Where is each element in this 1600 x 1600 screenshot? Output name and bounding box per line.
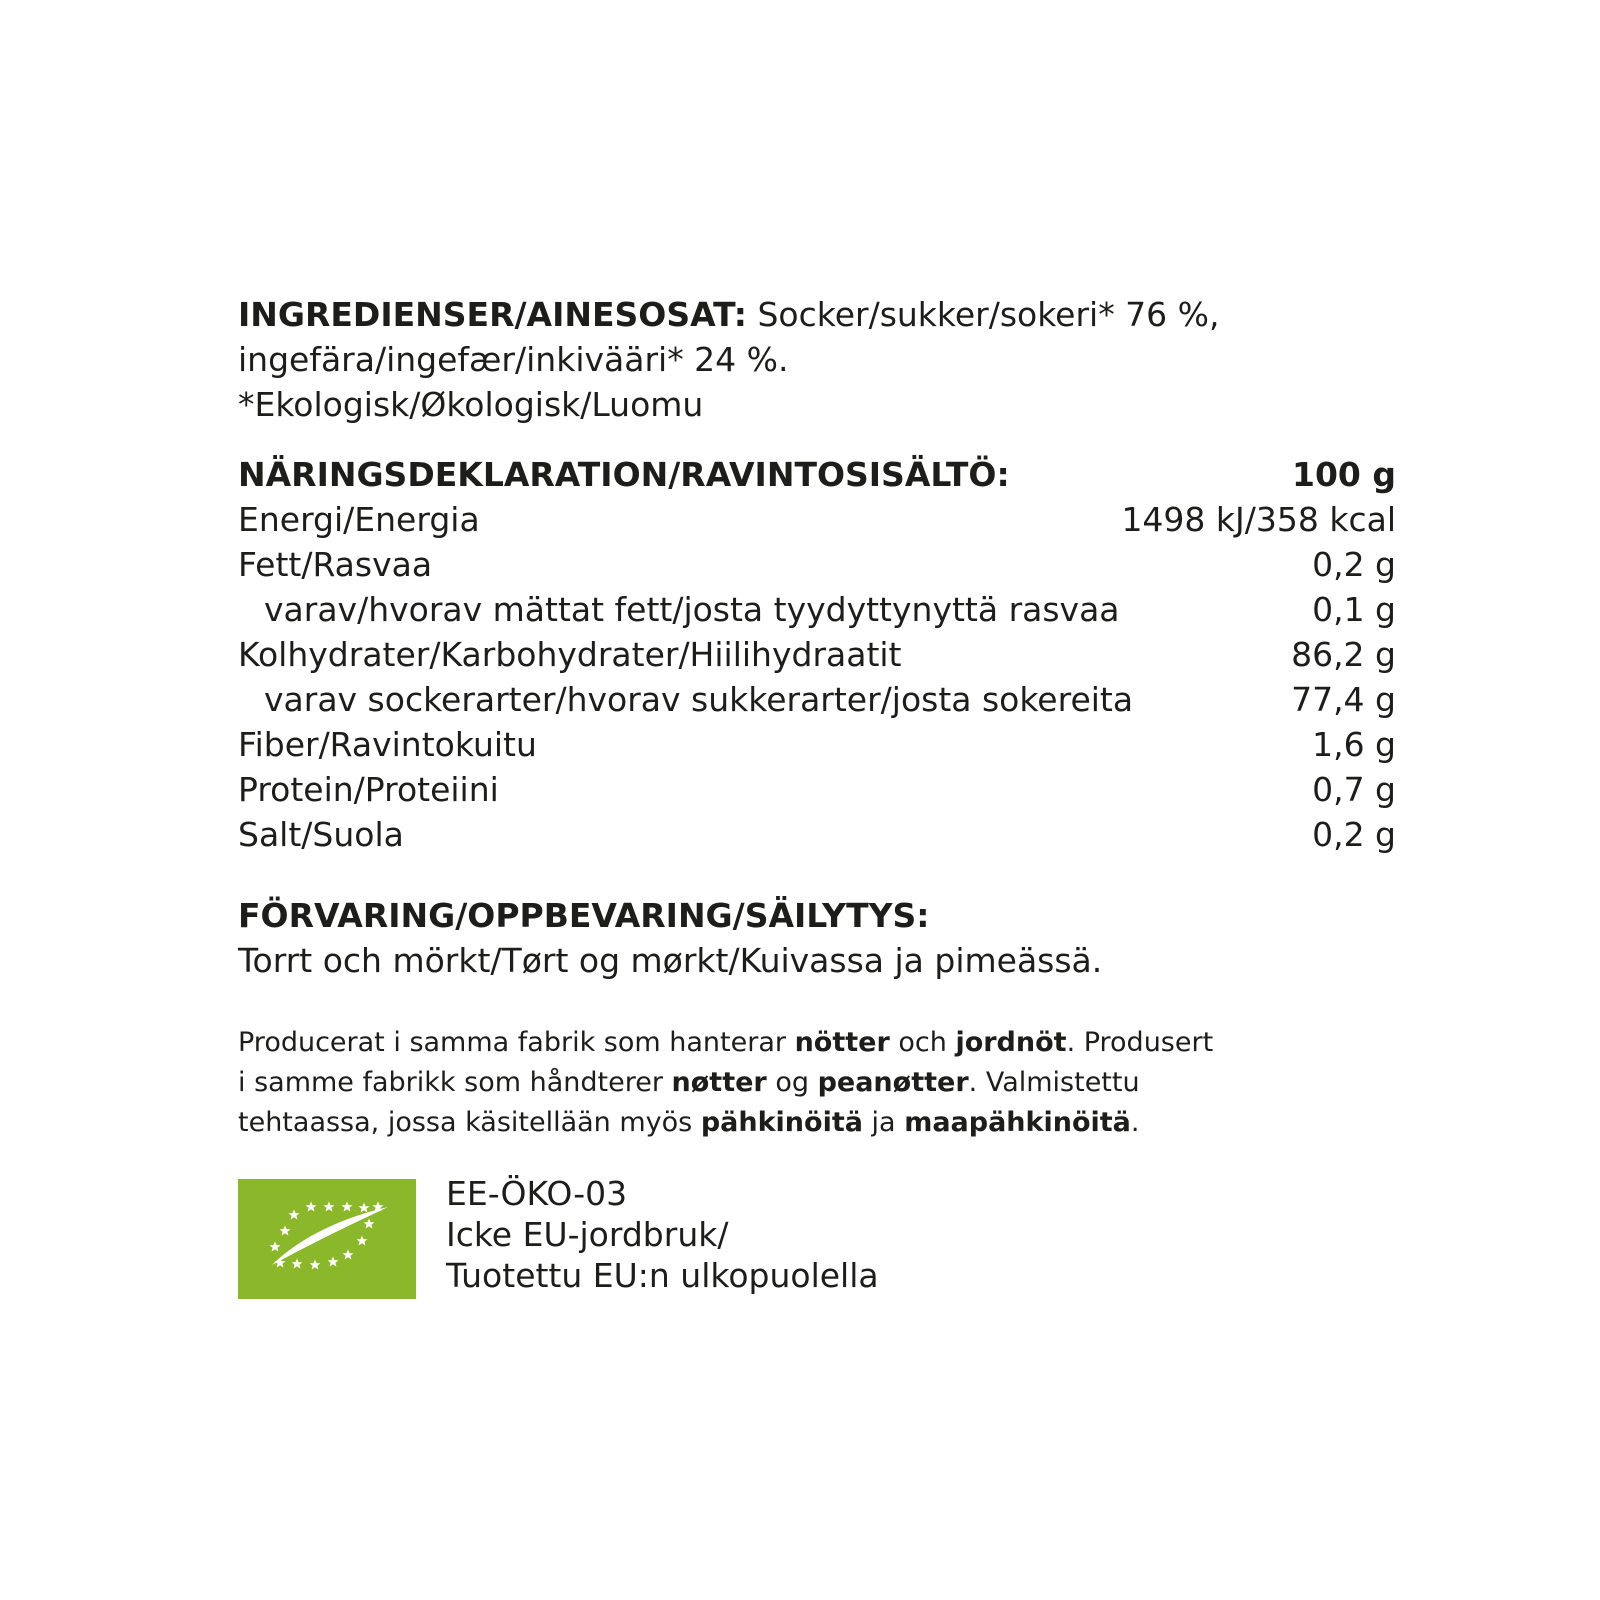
origin-line-2: Tuotettu EU:n ulkopuolella <box>446 1256 879 1295</box>
nutrition-table <box>238 452 1396 857</box>
allergen-highlight: jordnöt <box>955 1027 1067 1058</box>
allergen-highlight: peanøtter <box>817 1067 969 1098</box>
storage-heading: FÖRVARING/OPPBEVARING/SÄILYTYS: <box>238 896 930 935</box>
allergen-line-2 <box>238 1063 1396 1103</box>
nutrition-row-energy <box>238 497 1396 542</box>
origin-line-1: Icke EU-jordbruk/ <box>446 1215 729 1254</box>
nutrition-value: 0,1 g <box>1312 590 1396 629</box>
nutrition-label: Protein/Proteiini <box>238 770 499 809</box>
nutrition-label: varav/hvorav mättat fett/josta tyydyttynyttä rasvaa <box>264 590 1120 629</box>
nutrition-row-sugars <box>238 677 1396 722</box>
nutrition-heading: NÄRINGSDEKLARATION/RAVINTOSISÄLTÖ: <box>238 455 1010 494</box>
allergen-highlight: maapähkinöitä <box>904 1107 1131 1138</box>
ingredients-text-1: Socker/sukker/sokeri* 76 %, <box>747 295 1220 334</box>
allergen-text: ja <box>862 1107 905 1138</box>
nutrition-label: Salt/Suola <box>238 815 404 854</box>
nutrition-row-salt <box>238 812 1396 857</box>
nutrition-label: Fiber/Ravintokuitu <box>238 725 537 764</box>
nutrition-label: varav sockerarter/hvorav sukkerarter/josta sokereita <box>264 680 1134 719</box>
label-content <box>238 292 1396 1299</box>
allergen-text: Producerat i samma fabrik som hanterar <box>238 1027 795 1058</box>
nutrition-value: 0,2 g <box>1312 815 1396 854</box>
allergen-text: i samme fabrikk som håndterer <box>238 1067 672 1098</box>
nutrition-label: Fett/Rasvaa <box>238 545 433 584</box>
nutrition-row-fiber <box>238 722 1396 767</box>
nutrition-value: 86,2 g <box>1291 635 1396 674</box>
allergen-text: . Produsert <box>1066 1027 1214 1058</box>
nutrition-value: 0,7 g <box>1312 770 1396 809</box>
allergen-line-3 <box>238 1103 1396 1143</box>
allergen-text: . Valmistettu <box>968 1067 1140 1098</box>
eu-organic-leaf-icon <box>238 1179 416 1299</box>
organic-footnote: *Ekologisk/Økologisk/Luomu <box>238 385 704 424</box>
ingredients-heading: INGREDIENSER/AINESOSAT: <box>238 295 747 334</box>
allergen-highlight: nötter <box>794 1027 890 1058</box>
nutrition-row-saturated-fat <box>238 587 1396 632</box>
nutrition-label: Kolhydrater/Karbohydrater/Hiilihydraatit <box>238 635 902 674</box>
nutrition-header-row <box>238 452 1396 497</box>
storage-text: Torrt och mörkt/Tørt og mørkt/Kuivassa ja pimeässä. <box>238 941 1103 980</box>
organic-text <box>446 1173 879 1296</box>
nutrition-value: 1498 kJ/358 kcal <box>1121 500 1396 539</box>
nutrition-row-protein <box>238 767 1396 812</box>
control-body-code: EE-ÖKO-03 <box>446 1174 628 1213</box>
allergen-line-1 <box>238 1023 1396 1063</box>
nutrition-value: 77,4 g <box>1291 680 1396 719</box>
allergen-text: . <box>1130 1107 1140 1138</box>
nutrition-per: 100 g <box>1292 455 1396 494</box>
nutrition-label: Energi/Energia <box>238 500 480 539</box>
organic-certification <box>238 1174 1396 1299</box>
allergen-highlight: nøtter <box>671 1067 767 1098</box>
allergen-notice <box>238 1023 1396 1143</box>
ingredients-section <box>238 292 1396 427</box>
allergen-highlight: pähkinöitä <box>700 1107 863 1138</box>
ingredients-line-1 <box>238 292 1396 337</box>
nutrition-row-carbohydrates <box>238 632 1396 677</box>
allergen-text: tehtaassa, jossa käsitellään myös <box>238 1107 701 1138</box>
nutrition-row-fat <box>238 542 1396 587</box>
storage-section <box>238 893 1396 983</box>
ingredients-line-2: ingefära/ingefær/inkivääri* 24 %. <box>238 340 789 379</box>
allergen-text: og <box>766 1067 818 1098</box>
nutrition-value: 0,2 g <box>1312 545 1396 584</box>
nutrition-value: 1,6 g <box>1312 725 1396 764</box>
allergen-text: och <box>889 1027 956 1058</box>
